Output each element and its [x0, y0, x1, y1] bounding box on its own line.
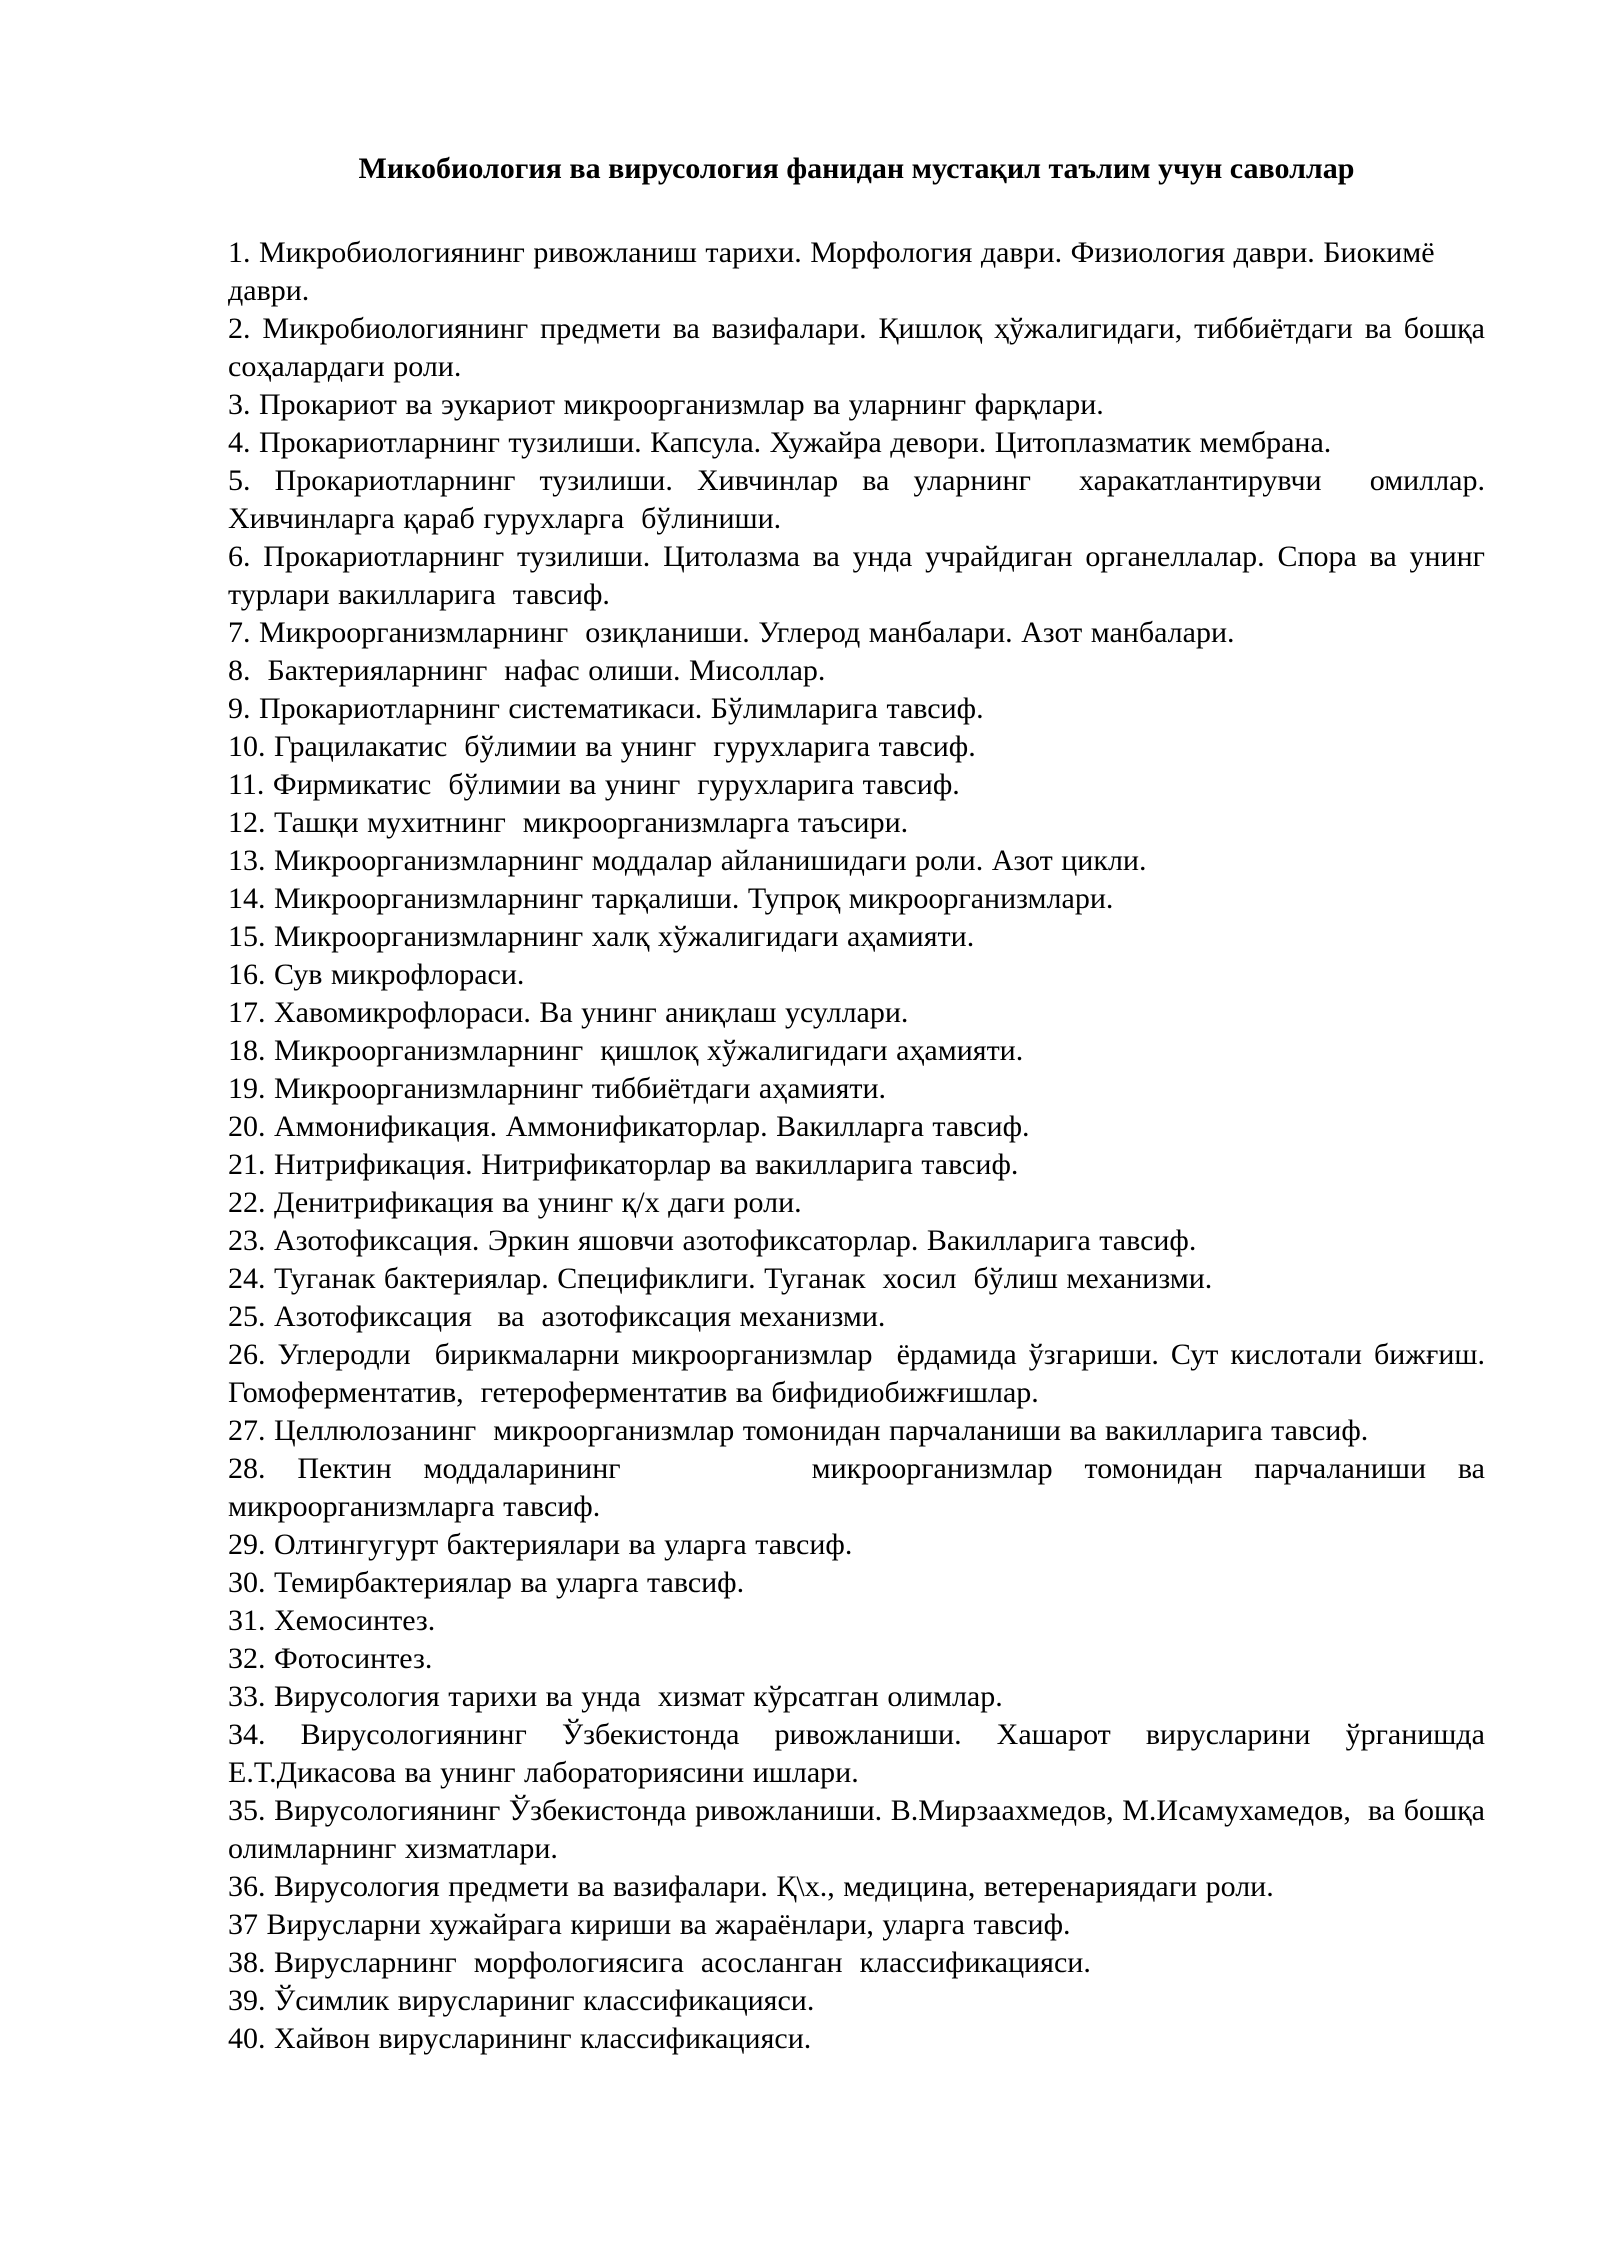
question-item-13: 13. Микроорганизмларнинг моддалар айланишидаги роли. Азот цикли. [228, 844, 1147, 877]
question-item-34: 34. Вирусологиянинг Ўзбекистонда ривожланиши. Хашарот вирусларини ўрганишда Е.Т.Дикасова ва унинг лабораториясини ишлари. [228, 1718, 1494, 1789]
question-item-38: 38. Вирусларнинг морфологиясига асосланган классификацияси. [228, 1946, 1091, 1979]
question-item-30: 30. Темирбактериялар ва уларга тавсиф. [228, 1566, 745, 1599]
question-item-26: 26. Углеродли бирикмаларни микроорганизмлар ёрдамида ўзгариши. Сут кислотали бижғиш. Гомоферментатив, гетероферментатив ва бифидиобижғишлар. [228, 1338, 1494, 1409]
question-item-37: 37 Вирусларни хужайрага кириши ва жараёнлари, уларга тавсиф. [228, 1908, 1071, 1941]
question-item-4: 4. Прокариотларнинг тузилиши. Капсула. Хужайра девори. Цитоплазматик мембрана. [228, 426, 1332, 459]
question-item-29: 29. Олтингугурт бактериялари ва уларга тавсиф. [228, 1528, 853, 1561]
question-item-17: 17. Хавомикрофлораси. Ва унинг аниқлаш усуллари. [228, 996, 909, 1029]
question-item-21: 21. Нитрификация. Нитрификаторлар ва вакилларига тавсиф. [228, 1148, 1019, 1181]
question-item-35: 35. Вирусологиянинг Ўзбекистонда ривожланиши. В.Мирзаахмедов, М.Исамухамедов, ва бошқа олимларнинг хизматлари. [228, 1794, 1494, 1865]
question-item-32: 32. Фотосинтез. [228, 1642, 433, 1675]
question-item-23: 23. Азотофиксация. Эркин яшовчи азотофиксаторлар. Вакилларига тавсиф. [228, 1224, 1197, 1257]
question-item-40: 40. Хайвон вирусларининг классификацияси. [228, 2022, 812, 2055]
page-title: Микобиология ва вирусология фанидан мустақил таълим учун саволлар [358, 152, 1355, 185]
question-item-8: 8. Бактерияларнинг нафас олиши. Мисоллар. [228, 654, 826, 687]
question-item-18: 18. Микроорганизмларнинг қишлоқ хўжалигидаги аҳамияти. [228, 1034, 1024, 1067]
question-item-36: 36. Вирусология предмети ва вазифалари. Қ\х., медицина, ветеренариядаги роли. [228, 1870, 1274, 1903]
question-item-19: 19. Микроорганизмларнинг тиббиётдаги аҳамияти. [228, 1072, 887, 1105]
question-item-9: 9. Прокариотларнинг систематикаси. Бўлимларига тавсиф. [228, 692, 984, 725]
question-item-24: 24. Туганак бактериялар. Спецификлиги. Туганак хосил бўлиш механизми. [228, 1262, 1213, 1295]
question-item-28: 28. Пектин моддаларининг микроорганизмлар томонидан парчаланиши ва микроорганизмларга тавсиф. [228, 1452, 1494, 1523]
question-item-7: 7. Микроорганизмларнинг озиқланиши. Углерод манбалари. Азот манбалари. [228, 616, 1235, 649]
question-item-20: 20. Аммонификация. Аммонификаторлар. Вакилларга тавсиф. [228, 1110, 1030, 1143]
question-item-14: 14. Микроорганизмларнинг тарқалиши. Тупроқ микроорганизмлари. [228, 882, 1114, 915]
question-list [228, 234, 1494, 2058]
question-item-15: 15. Микроорганизмларнинг халқ хўжалигидаги аҳамияти. [228, 920, 975, 953]
question-item-39: 39. Ўсимлик вируслариниг классификацияси. [228, 1984, 815, 2017]
question-item-22: 22. Денитрификация ва унинг қ/х даги роли. [228, 1186, 802, 1219]
question-item-10: 10. Грацилакатис бўлимии ва унинг гурухларига тавсиф. [228, 730, 976, 763]
question-item-16: 16. Сув микрофлораси. [228, 958, 525, 991]
question-item-3: 3. Прокариот ва эукариот микроорганизмлар ва уларнинг фарқлари. [228, 388, 1104, 421]
question-item-11: 11. Фирмикатис бўлимии ва унинг гурухларига тавсиф. [228, 768, 960, 801]
question-item-6: 6. Прокариотларнинг тузилиши. Цитолазма ва унда учрайдиган органеллалар. Спора ва унинг турлари вакилларига тавсиф. [228, 540, 1494, 611]
question-item-1: 1. Микробиологиянинг ривожланиш тарихи. Морфология даври. Физиология даври. Биокимё даври. [228, 236, 1444, 307]
question-item-2: 2. Микробиологиянинг предмети ва вазифалари. Қишлоқ ҳўжалигидаги, тиббиётдаги ва бошқа соҳалардаги роли. [228, 312, 1494, 383]
question-item-33: 33. Вирусология тарихи ва унда хизмат кўрсатган олимлар. [228, 1680, 1003, 1713]
question-item-27: 27. Целлюлозанинг микроорганизмлар томонидан парчаланиши ва вакилларига тавсиф. [228, 1414, 1369, 1447]
question-item-31: 31. Хемосинтез. [228, 1604, 436, 1637]
question-item-12: 12. Ташқи мухитнинг микроорганизмларга таъсири. [228, 806, 909, 839]
question-item-5: 5. Прокариотларнинг тузилиши. Хивчинлар ва уларнинг харакатлантирувчи омиллар. Хивчинларга қараб гурухларга бўлиниши. [228, 464, 1494, 535]
question-item-25: 25. Азотофиксация ва азотофиксация механизми. [228, 1300, 886, 1333]
